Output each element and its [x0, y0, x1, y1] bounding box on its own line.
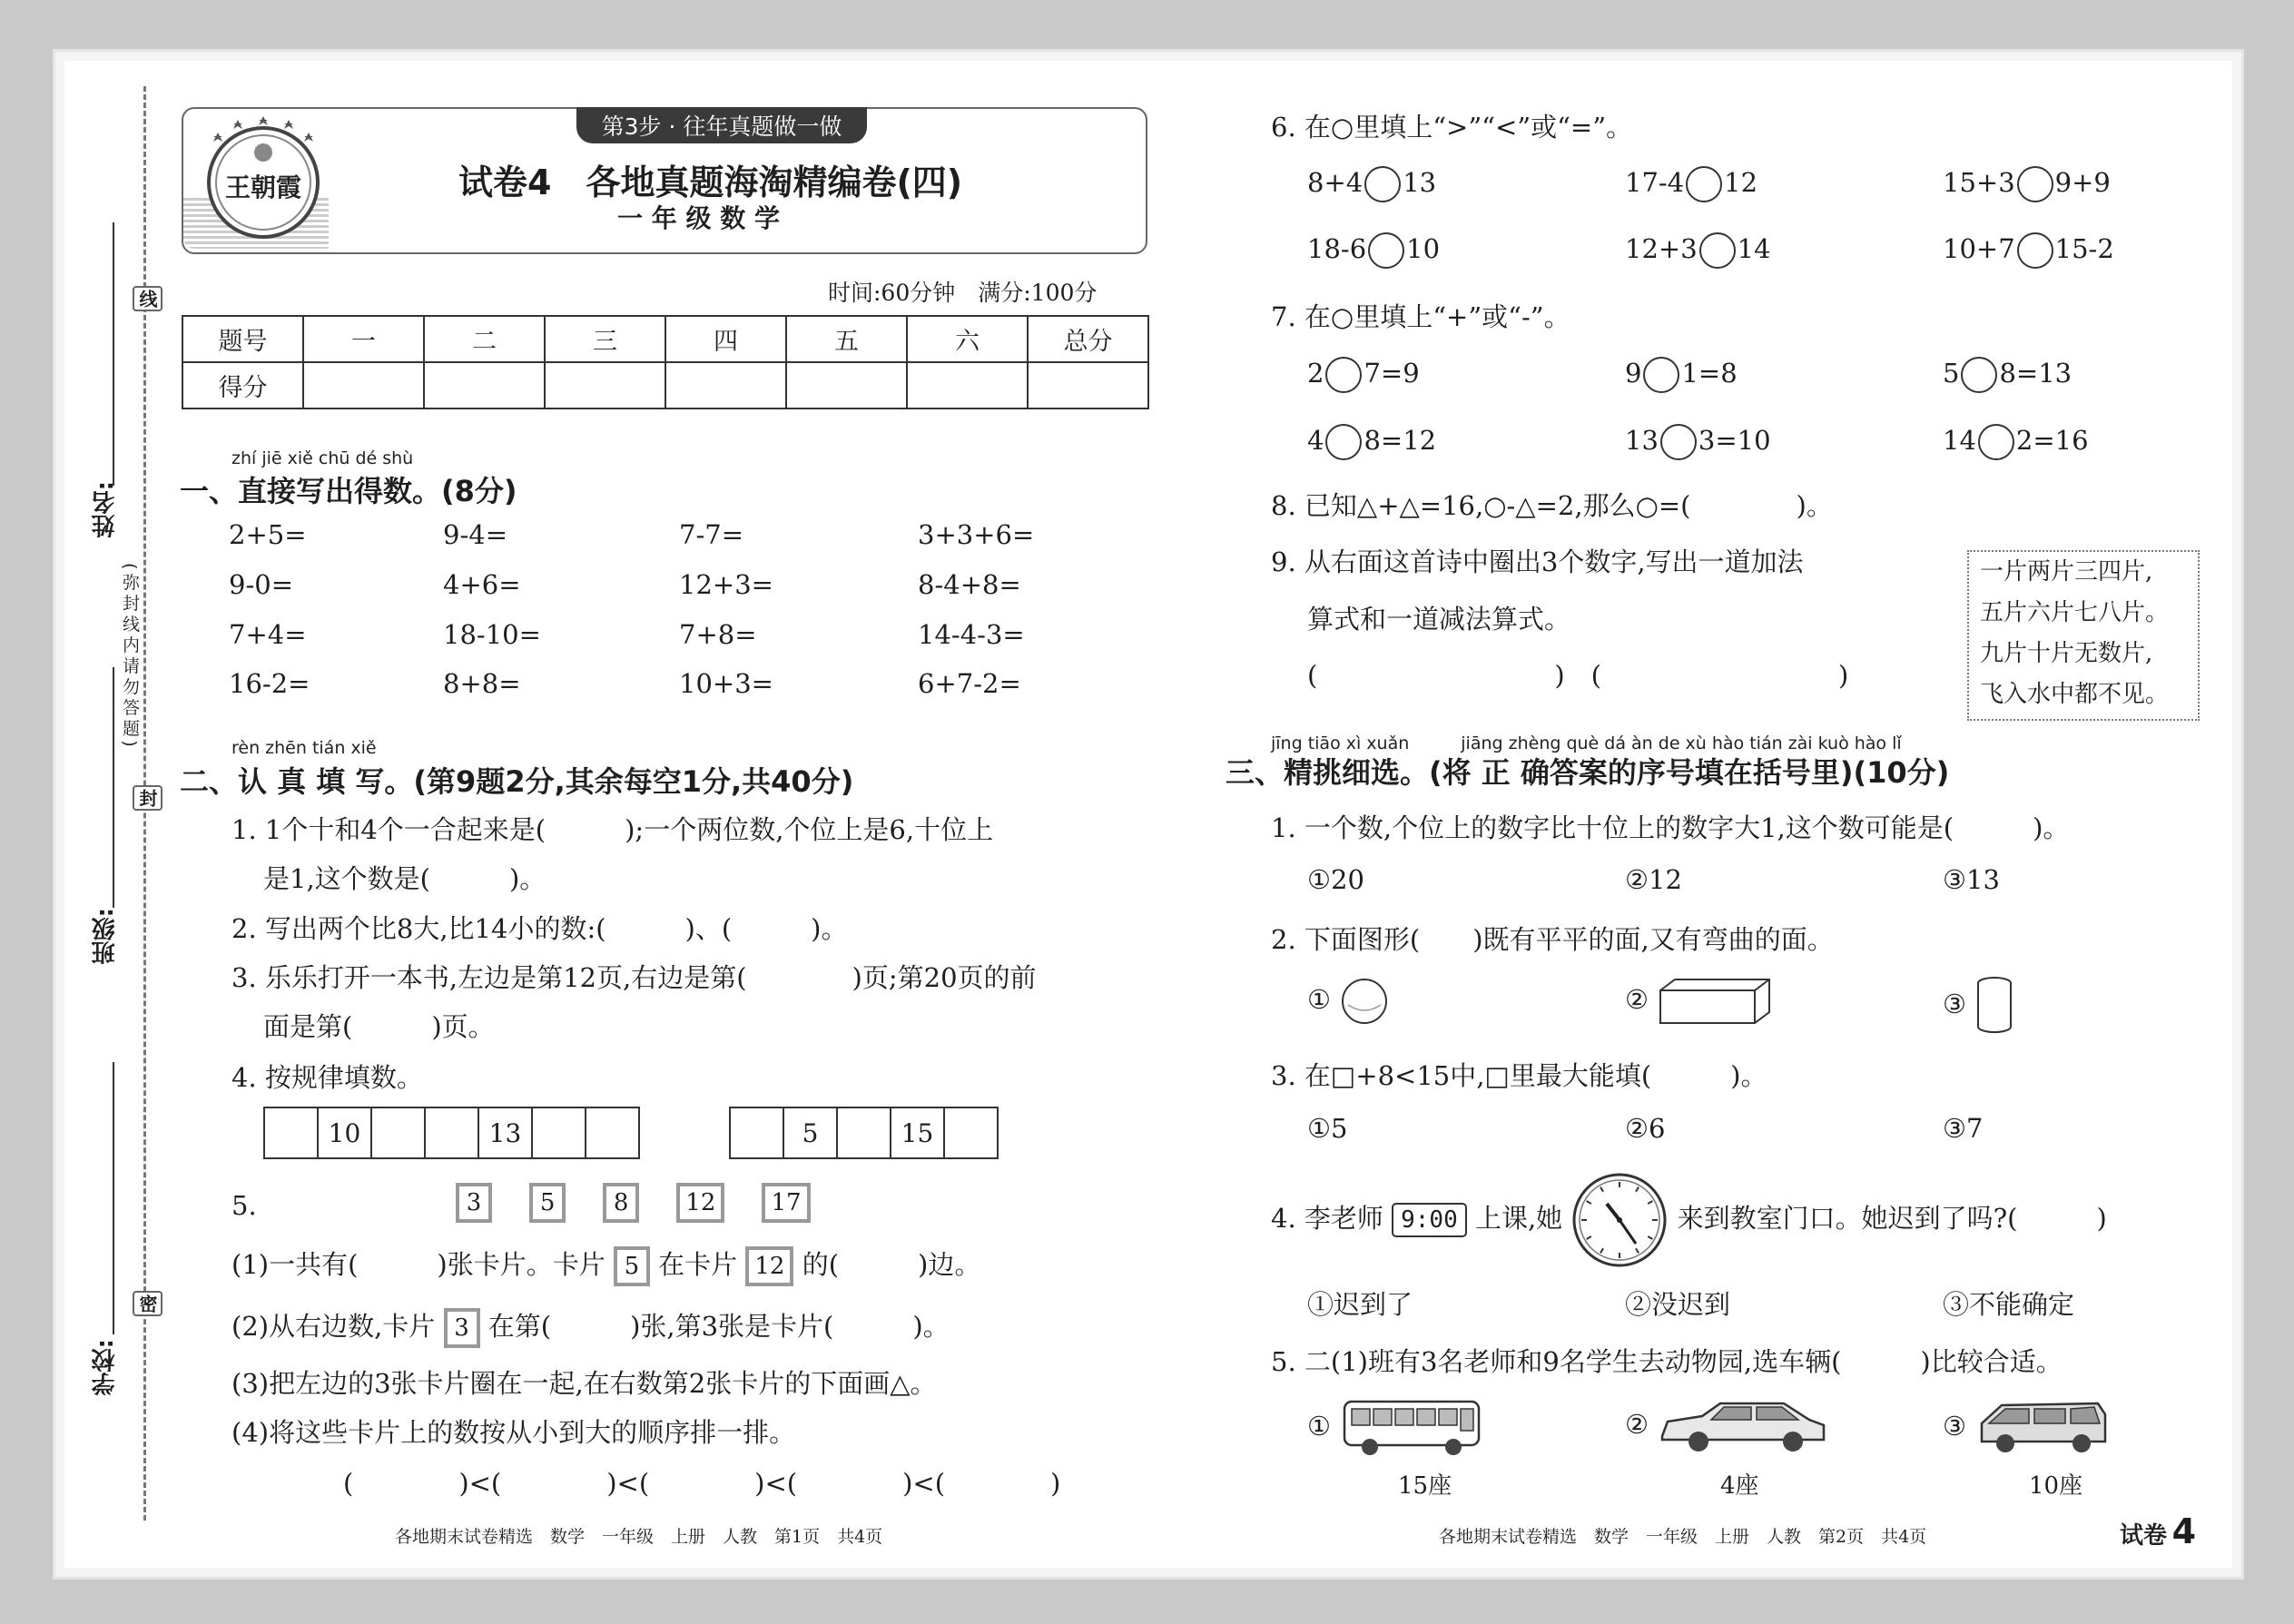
problem: 7+8=: [679, 619, 757, 650]
answer-circle[interactable]: [1699, 232, 1736, 269]
school-label: 学校:: [92, 1339, 119, 1396]
score-header-cell: 四: [665, 316, 786, 362]
score-cell[interactable]: [665, 362, 786, 408]
operand-right: 3=10: [1698, 425, 1771, 456]
option[interactable]: ①20: [1307, 864, 1364, 895]
operator-item: [1943, 357, 2072, 393]
option[interactable]: [1625, 976, 1775, 1027]
seat-label: 10座: [2029, 1472, 2083, 1500]
s2-q5-1-part-b: 在卡片: [658, 1249, 738, 1280]
s2-q5-2-part-a: (2)从右边数,卡片: [231, 1311, 436, 1342]
sequence-cell: 10: [318, 1107, 371, 1158]
answer-circle[interactable]: [2017, 166, 2053, 202]
problem: 8+8=: [443, 668, 521, 699]
footer-badge: [2120, 1511, 2196, 1551]
compare-left: 12+3: [1625, 233, 1698, 264]
score-row-label: 得分: [182, 362, 303, 408]
problem: 3+3+6=: [918, 519, 1035, 550]
option[interactable]: ③7: [1943, 1113, 1984, 1144]
s2-q3-line1: 3. 乐乐打开一本书,左边是第12页,右边是第( )页;第20页的前: [231, 962, 1037, 993]
binding-warning: (弥封线内请勿答题): [120, 563, 140, 751]
number-card: 3: [444, 1308, 480, 1348]
score-header-cell: 题号: [182, 316, 303, 362]
sequence-cell[interactable]: [371, 1107, 425, 1158]
binding-label-feng: 封: [133, 785, 162, 811]
card-row: [456, 1183, 811, 1223]
score-header-cell: 三: [545, 316, 665, 362]
binding-label-xian: 线: [133, 286, 162, 311]
operand-left: 14: [1943, 425, 1976, 456]
operand-left: 5: [1943, 358, 1960, 389]
section2-pinyin: rèn zhēn tián xiě: [231, 738, 377, 758]
problem: 4+6=: [443, 569, 521, 600]
compare-item: [1943, 232, 2114, 269]
answer-circle[interactable]: [1961, 357, 1997, 393]
operator-item: [1307, 357, 1420, 393]
class-label: 班级:: [92, 908, 119, 965]
problem: 7-7=: [679, 519, 743, 550]
problem: 2+5=: [229, 519, 307, 550]
s3-q1: 1. 一个数,个位上的数字比十位上的数字大1,这个数可能是( )。: [1271, 812, 2070, 843]
compare-item: [1625, 166, 1757, 202]
sequence-cell[interactable]: [730, 1107, 783, 1158]
answer-circle[interactable]: [1978, 424, 2014, 460]
operator-item: [1307, 424, 1436, 460]
q9-line2: 算式和一道减法算式。: [1307, 604, 1571, 635]
compare-item: [1307, 232, 1440, 269]
answer-circle[interactable]: [1660, 424, 1697, 460]
problem: 16-2=: [229, 668, 310, 699]
sequence-table-2: [729, 1107, 999, 1159]
option[interactable]: [1307, 976, 1390, 1027]
operand-right: 2=16: [2015, 425, 2089, 456]
problem: 12+3=: [679, 569, 773, 600]
s3-q4-part-b: 上课,她: [1474, 1203, 1563, 1234]
vehicle-option[interactable]: [1625, 1396, 1829, 1456]
compare-right: 13: [1403, 167, 1437, 198]
s3-q2: 2. 下面图形( )既有平平的面,又有弯曲的面。: [1271, 924, 1834, 955]
score-header-cell: 一: [303, 316, 424, 362]
option[interactable]: ②12: [1625, 864, 1682, 895]
problem: 6+7-2=: [918, 668, 1021, 699]
s2-q5-number: 5.: [231, 1190, 257, 1221]
number-card: 5: [529, 1183, 566, 1223]
step-tab: 第3步 · 往年真题做一做: [576, 107, 867, 143]
answer-circle[interactable]: [1325, 424, 1362, 460]
score-cell[interactable]: [545, 362, 665, 408]
number-card: 17: [762, 1183, 810, 1223]
score-cell[interactable]: [786, 362, 907, 408]
sequence-cell[interactable]: [532, 1107, 586, 1158]
s3-q3: 3. 在□+8<15中,□里最大能填( )。: [1271, 1060, 1767, 1091]
answer-circle[interactable]: [1325, 357, 1362, 393]
answer-circle[interactable]: [2017, 232, 2053, 269]
compare-left: 17-4: [1625, 167, 1685, 198]
score-header-cell: 六: [907, 316, 1028, 362]
digital-time: 9:00: [1392, 1203, 1467, 1237]
compare-item: [1943, 166, 2111, 202]
compare-right: 12: [1724, 167, 1758, 198]
s2-q1-line1: 1. 1个十和4个一合起来是( );一个两位数,个位上是6,十位上: [231, 814, 994, 845]
compare-item: [1307, 166, 1436, 202]
problem: 8-4+8=: [918, 569, 1021, 600]
section3-title: 三、精挑细选。(将 正 确答案的序号填在括号里)(10分): [1226, 755, 1950, 790]
poem-line: 五片六片七八片。: [1980, 599, 2170, 626]
name-label: 姓名:: [92, 481, 119, 538]
score-table: [182, 315, 1149, 409]
sequence-cell: 13: [478, 1107, 532, 1158]
number-card: 3: [456, 1183, 492, 1223]
compare-right: 10: [1406, 233, 1441, 264]
sequence-cell: 5: [783, 1107, 837, 1158]
option-number: ③: [1943, 989, 1966, 1019]
s2-q5-2-part-b: 在第( )张,第3张是卡片( )。: [487, 1311, 950, 1342]
exam-subtitle: 一 年 级 数 学: [617, 203, 780, 233]
compare-left: 10+7: [1943, 233, 2015, 264]
number-card: 12: [676, 1183, 724, 1223]
answer-circle[interactable]: [1364, 166, 1401, 202]
operator-item: [1625, 357, 1738, 393]
s2-q5-2: [231, 1306, 950, 1348]
class-underline: [113, 667, 114, 908]
option[interactable]: ①5: [1307, 1113, 1348, 1144]
time-info: 时间:60分钟 满分:100分: [828, 280, 1098, 306]
option-number: ②: [1625, 984, 1649, 1015]
poem-box: [1967, 550, 2200, 721]
problem: 7+4=: [229, 619, 307, 650]
badge-label: 试卷: [2120, 1522, 2168, 1550]
name-underline: [113, 222, 114, 486]
badge-number: 4: [2171, 1511, 2197, 1551]
poem-line: 飞入水中都不见。: [1980, 681, 2170, 708]
q6-title: 6. 在○里填上“>”“<”或“=”。: [1271, 112, 1633, 143]
sequence-cell[interactable]: [944, 1107, 998, 1158]
problem: 9-4=: [443, 519, 507, 550]
sphere-icon: [1339, 976, 1390, 1027]
compare-right: 9+9: [2054, 167, 2111, 198]
logo-text: 王朝霞: [224, 172, 302, 202]
problem: 14-4-3=: [918, 619, 1025, 650]
problem: 18-10=: [443, 619, 541, 650]
score-header-cell: 总分: [1028, 316, 1148, 362]
option[interactable]: ②6: [1625, 1113, 1666, 1144]
compare-left: 18-6: [1307, 233, 1367, 264]
school-underline: [113, 1062, 114, 1334]
compare-right: 15-2: [2054, 233, 2114, 264]
bus-icon: [1339, 1396, 1484, 1460]
answer-circle[interactable]: [1643, 357, 1679, 393]
section2-title: 二、认 真 填 写。(第9题2分,其余每空1分,共40分): [180, 764, 854, 799]
suv-icon: [1657, 1396, 1829, 1456]
s3-q4-part-a: 4. 李老师: [1271, 1203, 1383, 1234]
operand-right: 1=8: [1681, 358, 1738, 389]
exam-title: 试卷4 各地真题海淘精编卷(四): [458, 162, 963, 202]
option-number: ①: [1307, 1411, 1331, 1442]
sequence-cell[interactable]: [837, 1107, 891, 1158]
compare-item: [1625, 232, 1771, 269]
operand-left: 9: [1625, 358, 1642, 389]
s2-q5-4-blanks[interactable]: ( )<( )<( )<( )<( ): [343, 1468, 1061, 1499]
compare-right: 14: [1737, 233, 1771, 264]
option[interactable]: ①迟到了: [1307, 1289, 1413, 1320]
sequence-cell[interactable]: [586, 1107, 639, 1158]
s2-q2: 2. 写出两个比8大,比14小的数:( )、( )。: [231, 913, 848, 944]
answer-circle[interactable]: [1368, 232, 1404, 269]
clock-icon: [1570, 1171, 1669, 1269]
score-table-header-row: [182, 316, 1148, 362]
option[interactable]: ②没迟到: [1625, 1289, 1731, 1320]
poem-line: 一片两片三四片,: [1980, 558, 2153, 586]
q8: 8. 已知△+△=16,○-△=2,那么○=( )。: [1271, 490, 1833, 521]
section1-title: 一、直接写出得数。(8分): [180, 474, 517, 508]
option[interactable]: ③13: [1943, 864, 2000, 895]
operand-left: 2: [1307, 358, 1324, 389]
operator-item: [1943, 424, 2089, 460]
operand-right: 8=13: [1999, 358, 2072, 389]
score-cell[interactable]: [1028, 362, 1148, 408]
vehicle-option[interactable]: [1943, 1396, 2111, 1460]
compare-left: 15+3: [1943, 167, 2015, 198]
operand-left: 13: [1625, 425, 1659, 456]
option-number: ②: [1625, 1409, 1649, 1440]
sequence-table-1: [263, 1107, 640, 1159]
s3-q5: 5. 二(1)班有3名老师和9名学生去动物园,选车辆( )比较合适。: [1271, 1346, 2063, 1377]
s2-q5-3: (3)把左边的3张卡片圈在一起,在右数第2张卡片的下面画△。: [231, 1368, 937, 1399]
q9-answer-blanks[interactable]: ( ) ( ): [1307, 660, 1849, 691]
operator-item: [1625, 424, 1771, 460]
score-table-score-row: [182, 362, 1148, 408]
score-cell[interactable]: [303, 362, 424, 408]
number-card: 12: [745, 1246, 793, 1286]
answer-circle[interactable]: [1686, 166, 1722, 202]
section1-pinyin: zhí jiē xiě chū dé shù: [231, 448, 414, 468]
s2-q5-4: (4)将这些卡片上的数按从小到大的顺序排一排。: [231, 1417, 796, 1448]
number-card: 5: [614, 1246, 650, 1286]
option[interactable]: [1943, 976, 2014, 1036]
option-number: ①: [1307, 984, 1331, 1015]
vehicle-option[interactable]: [1307, 1396, 1484, 1460]
seat-label: 15座: [1398, 1472, 1452, 1500]
s3-q4-part-c: 来到教室门口。她迟到了吗?( ): [1677, 1203, 2107, 1234]
poem-line: 九片十片无数片,: [1980, 640, 2153, 667]
footer-left: 各地期末试卷精选 数学 一年级 上册 人教 第1页 共4页: [395, 1527, 883, 1547]
cuboid-icon: [1657, 976, 1775, 1027]
score-header-cell: 二: [424, 316, 545, 362]
score-header-cell: 五: [786, 316, 907, 362]
sequence-cell[interactable]: [425, 1107, 478, 1158]
sequence-cell: 15: [891, 1107, 944, 1158]
q7-title: 7. 在○里填上“+”或“-”。: [1271, 301, 1570, 332]
section3-pinyin: jīng tiāo xì xuǎn jiāng zhèng què dá àn de xù hào tián zài kuò hào lǐ: [1271, 733, 1902, 753]
score-cell[interactable]: [907, 362, 1028, 408]
s2-q1-line2: 是1,这个数是( )。: [263, 863, 546, 894]
s2-q4: 4. 按规律填数。: [231, 1062, 423, 1093]
operand-right: 7=9: [1364, 358, 1420, 389]
operand-right: 8=12: [1364, 425, 1437, 456]
number-card: 8: [603, 1183, 639, 1223]
footer-right: 各地期末试卷精选 数学 一年级 上册 人教 第2页 共4页: [1439, 1527, 1927, 1547]
problem: 10+3=: [679, 668, 773, 699]
sequence-cell[interactable]: [264, 1107, 318, 1158]
problem: 9-0=: [229, 569, 293, 600]
cylinder-icon: [1974, 976, 2014, 1036]
q9-line1: 9. 从右面这首诗中圈出3个数字,写出一道加法: [1271, 546, 1804, 577]
option[interactable]: ③不能确定: [1943, 1289, 2075, 1320]
score-cell[interactable]: [424, 362, 545, 408]
s2-q5-1-part-c: 的( )边。: [802, 1249, 981, 1280]
s2-q5-1-part-a: (1)一共有( )张卡片。卡片: [231, 1249, 605, 1280]
van-icon: [1974, 1396, 2111, 1460]
s2-q5-1: [231, 1245, 980, 1286]
brand-logo: [195, 114, 331, 243]
binding-label-mi: 密: [133, 1291, 162, 1316]
option-number: ③: [1943, 1411, 1966, 1442]
s3-q4: [1271, 1171, 2107, 1269]
compare-left: 8+4: [1307, 167, 1364, 198]
seat-label: 4座: [1720, 1472, 1759, 1500]
operand-left: 4: [1307, 425, 1324, 456]
s2-q3-line2: 面是第( )页。: [263, 1011, 495, 1042]
